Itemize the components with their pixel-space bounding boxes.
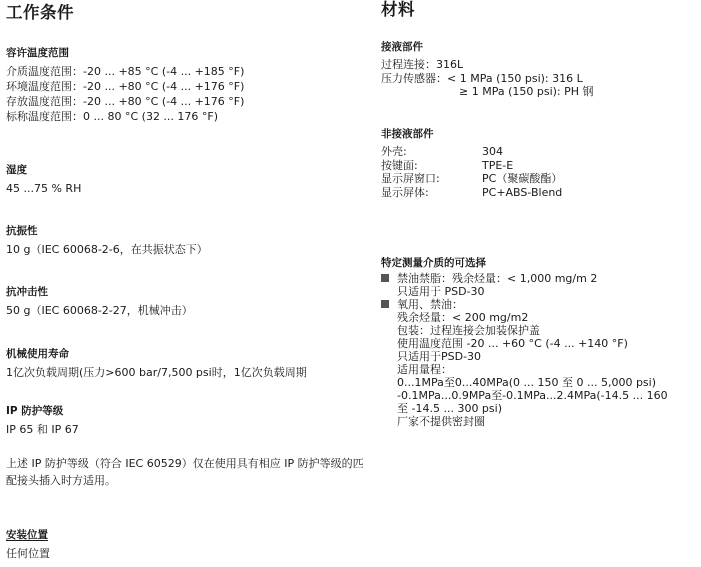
special-line: 禁油禁脂：残余烃量：< 1,000 mg/m 2 <box>397 272 598 285</box>
special-line: 0...1MPa至0...40MPa(0 ... 150 至 0 ... 5,000 psi) <box>397 376 657 389</box>
material-value: 304 <box>482 145 503 158</box>
special-media-heading: 特定测量介质的可选择 <box>381 257 486 269</box>
medium-temp-line: 介质温度范围：-20 ... +85 °C (-4 ... +185 °F) <box>6 65 245 78</box>
ip-heading: IP 防护等级 <box>6 405 64 417</box>
humidity-heading: 湿度 <box>6 164 27 176</box>
mounting-value: 任何位置 <box>6 547 50 560</box>
life-value: 1亿次负载周期(压力>600 bar/7,500 psi时，1亿次负载周期 <box>6 366 307 379</box>
wetted-section <box>381 40 699 99</box>
vibration-heading: 抗振性 <box>6 225 38 237</box>
life-heading: 机械使用寿命 <box>6 348 69 360</box>
ip-note: 上述 IP 防护等级（符合 IEC 60529）仅在使用具有相应 IP 防护等级的匹配接头插入时方适用。 <box>6 457 364 487</box>
non-wetted-heading: 非接液部件 <box>381 128 434 140</box>
special-line: 残余烃量：< 200 mg/m2 <box>397 311 529 324</box>
humidity-value: 45 ...75 % RH <box>6 182 82 195</box>
mounting-section <box>6 528 378 561</box>
vibration-section <box>6 224 378 257</box>
special-line: -0.1MPa...0.9MPa至-0.1MPa...2.4MPa(-14.5 ... 160 <box>397 389 668 402</box>
material-value: PC+ABS-Blend <box>482 185 563 199</box>
special-line: 只适用于PSD-30 <box>397 350 482 363</box>
special-line: 至 -14.5 ... 300 psi) <box>397 402 502 415</box>
non-wetted-section <box>381 127 699 199</box>
shock-section <box>6 285 378 318</box>
special-line: 只适用于 PSD-30 <box>397 285 485 298</box>
material-key: 外壳: <box>381 145 407 158</box>
materials-title: 材料 <box>381 0 415 19</box>
temp-range-section <box>6 46 378 124</box>
wetted-heading: 接液部件 <box>381 41 423 53</box>
ambient-temp-line: 环境温度范围：-20 ... +80 °C (-4 ... +176 °F) <box>6 80 245 93</box>
special-line: 包装：过程连接会加装保护盖 <box>397 324 540 337</box>
vibration-value: 10 g（IEC 60068-2-6，在共振状态下） <box>6 243 208 256</box>
material-key: 显示屏体: <box>381 185 429 199</box>
shock-heading: 抗冲击性 <box>6 286 48 298</box>
square-bullet-icon <box>381 274 389 282</box>
ip-value: IP 65 和 IP 67 <box>6 423 79 436</box>
square-bullet-icon <box>381 300 389 308</box>
humidity-section <box>6 163 378 196</box>
material-key: 按键面: <box>381 158 418 172</box>
life-section <box>6 347 378 380</box>
special-line: 氧用、禁油： <box>397 298 463 311</box>
pressure-sensor-line1: 压力传感器：< 1 MPa (150 psi): 316 L <box>381 71 583 85</box>
material-value: PC（聚碳酸酯） <box>482 172 563 185</box>
material-row <box>381 186 699 200</box>
shock-value: 50 g（IEC 60068-2-27，机械冲击） <box>6 304 193 317</box>
material-row <box>381 172 699 186</box>
nominal-temp-line: 标称温度范围：0 ... 80 °C (32 ... 176 °F) <box>6 110 219 123</box>
mounting-heading: 安装位置 <box>6 529 48 541</box>
special-media-section <box>381 256 699 428</box>
material-key: 显示屏窗口: <box>381 172 440 185</box>
pressure-sensor-line2: ≥ 1 MPa (150 psi): PH 钢 <box>459 85 594 98</box>
list-item <box>381 272 699 298</box>
special-line: 使用温度范围 -20 ... +60 °C (-4 ... +140 °F) <box>397 337 628 350</box>
material-row <box>381 145 699 159</box>
temp-range-heading: 容许温度范围 <box>6 47 69 59</box>
ip-section <box>6 404 378 489</box>
material-value: TPE-E <box>482 158 514 172</box>
special-line: 厂家不提供密封圈 <box>397 415 485 428</box>
list-item <box>381 298 699 428</box>
material-row <box>381 159 699 173</box>
operating-conditions-title: 工作条件 <box>6 3 74 22</box>
special-line: 适用量程： <box>397 363 452 376</box>
process-connection: 过程连接：316L <box>381 58 464 71</box>
storage-temp-line: 存放温度范围：-20 ... +80 °C (-4 ... +176 °F) <box>6 95 245 108</box>
